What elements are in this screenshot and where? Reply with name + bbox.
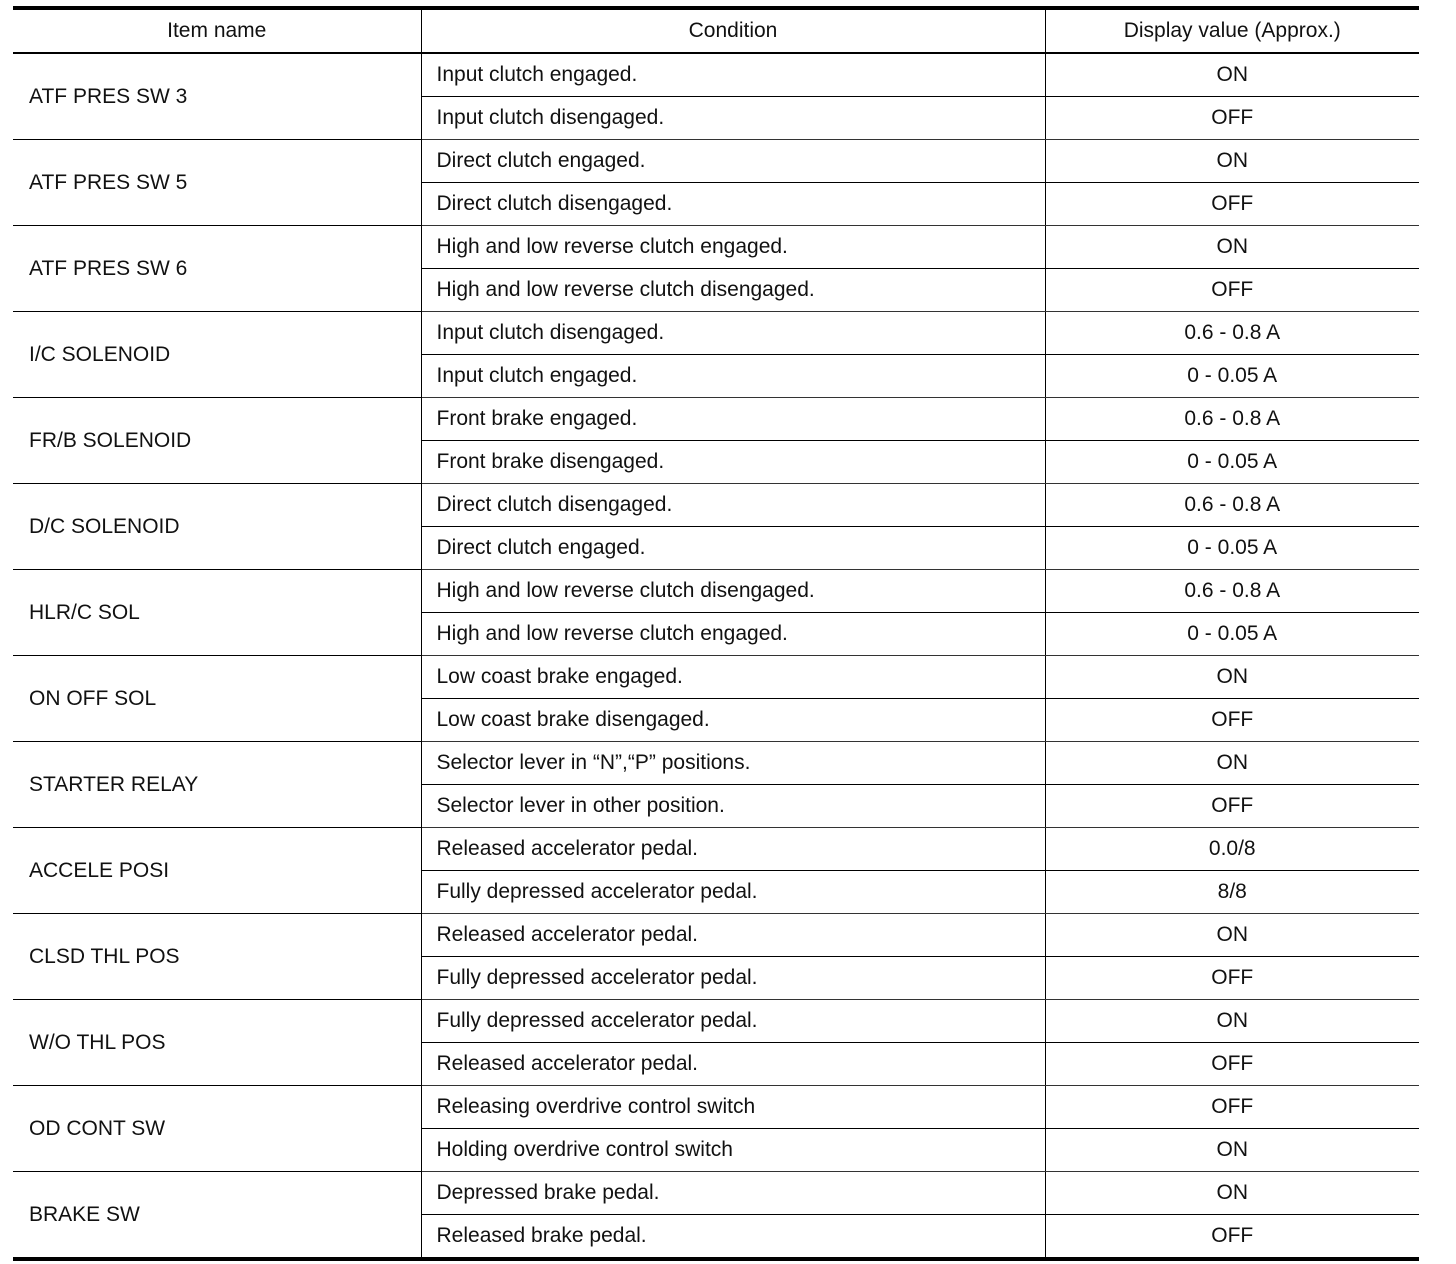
item-name-cell: D/C SOLENOID xyxy=(13,484,421,570)
condition-cell: Front brake engaged. xyxy=(421,398,1045,441)
display-value-cell: OFF xyxy=(1045,957,1419,1000)
header-row xyxy=(13,8,1419,53)
condition-cell: High and low reverse clutch disengaged. xyxy=(421,570,1045,613)
table-row xyxy=(13,656,1419,699)
display-value-cell: 0.6 - 0.8 A xyxy=(1045,484,1419,527)
display-value-cell: OFF xyxy=(1045,1043,1419,1086)
condition-cell: Input clutch disengaged. xyxy=(421,312,1045,355)
condition-cell: Fully depressed accelerator pedal. xyxy=(421,957,1045,1000)
item-name-cell: BRAKE SW xyxy=(13,1172,421,1260)
display-value-cell: 0.6 - 0.8 A xyxy=(1045,312,1419,355)
condition-cell: Direct clutch engaged. xyxy=(421,527,1045,570)
item-name-cell: STARTER RELAY xyxy=(13,742,421,828)
condition-cell: Direct clutch disengaged. xyxy=(421,484,1045,527)
table-row xyxy=(13,484,1419,527)
condition-cell: Released accelerator pedal. xyxy=(421,828,1045,871)
display-value-cell: 0 - 0.05 A xyxy=(1045,613,1419,656)
item-name-cell: CLSD THL POS xyxy=(13,914,421,1000)
condition-cell: Released brake pedal. xyxy=(421,1215,1045,1260)
display-value-cell: ON xyxy=(1045,140,1419,183)
display-value-cell: ON xyxy=(1045,914,1419,957)
table-row xyxy=(13,226,1419,269)
condition-cell: Released accelerator pedal. xyxy=(421,1043,1045,1086)
condition-cell: High and low reverse clutch disengaged. xyxy=(421,269,1045,312)
table-row xyxy=(13,1000,1419,1043)
item-name-cell: ACCELE POSI xyxy=(13,828,421,914)
condition-cell: Front brake disengaged. xyxy=(421,441,1045,484)
data-monitor-table xyxy=(13,6,1419,1261)
display-value-cell: OFF xyxy=(1045,97,1419,140)
condition-cell: Input clutch engaged. xyxy=(421,53,1045,97)
condition-cell: Low coast brake disengaged. xyxy=(421,699,1045,742)
display-value-cell: OFF xyxy=(1045,1086,1419,1129)
condition-cell: Selector lever in “N”,“P” positions. xyxy=(421,742,1045,785)
condition-cell: Direct clutch disengaged. xyxy=(421,183,1045,226)
item-name-cell: OD CONT SW xyxy=(13,1086,421,1172)
display-value-cell: 0.0/8 xyxy=(1045,828,1419,871)
table-row xyxy=(13,398,1419,441)
condition-cell: Releasing overdrive control switch xyxy=(421,1086,1045,1129)
condition-cell: Depressed brake pedal. xyxy=(421,1172,1045,1215)
table-row xyxy=(13,742,1419,785)
item-name-cell: I/C SOLENOID xyxy=(13,312,421,398)
display-value-cell: 8/8 xyxy=(1045,871,1419,914)
condition-cell: Input clutch engaged. xyxy=(421,355,1045,398)
display-value-cell: ON xyxy=(1045,53,1419,97)
display-value-cell: ON xyxy=(1045,1172,1419,1215)
table-row xyxy=(13,1086,1419,1129)
header-item-name: Item name xyxy=(13,8,421,53)
display-value-cell: ON xyxy=(1045,1129,1419,1172)
table-row xyxy=(13,53,1419,97)
condition-cell: Holding overdrive control switch xyxy=(421,1129,1045,1172)
header-condition: Condition xyxy=(421,8,1045,53)
display-value-cell: OFF xyxy=(1045,269,1419,312)
condition-cell: High and low reverse clutch engaged. xyxy=(421,613,1045,656)
table-row xyxy=(13,914,1419,957)
item-name-cell: ATF PRES SW 6 xyxy=(13,226,421,312)
condition-cell: Input clutch disengaged. xyxy=(421,97,1045,140)
display-value-cell: OFF xyxy=(1045,785,1419,828)
display-value-cell: 0.6 - 0.8 A xyxy=(1045,570,1419,613)
item-name-cell: ATF PRES SW 3 xyxy=(13,53,421,140)
item-name-cell: ATF PRES SW 5 xyxy=(13,140,421,226)
display-value-cell: 0 - 0.05 A xyxy=(1045,441,1419,484)
item-name-cell: ON OFF SOL xyxy=(13,656,421,742)
table-body xyxy=(13,53,1419,1259)
display-value-cell: OFF xyxy=(1045,699,1419,742)
display-value-cell: 0 - 0.05 A xyxy=(1045,527,1419,570)
condition-cell: Selector lever in other position. xyxy=(421,785,1045,828)
condition-cell: High and low reverse clutch engaged. xyxy=(421,226,1045,269)
table-row xyxy=(13,140,1419,183)
display-value-cell: OFF xyxy=(1045,1215,1419,1260)
header-display-value: Display value (Approx.) xyxy=(1045,8,1419,53)
display-value-cell: ON xyxy=(1045,226,1419,269)
display-value-cell: OFF xyxy=(1045,183,1419,226)
table-row xyxy=(13,312,1419,355)
display-value-cell: 0 - 0.05 A xyxy=(1045,355,1419,398)
display-value-cell: 0.6 - 0.8 A xyxy=(1045,398,1419,441)
table-row xyxy=(13,570,1419,613)
condition-cell: Released accelerator pedal. xyxy=(421,914,1045,957)
display-value-cell: ON xyxy=(1045,1000,1419,1043)
table-row xyxy=(13,828,1419,871)
condition-cell: Fully depressed accelerator pedal. xyxy=(421,871,1045,914)
condition-cell: Low coast brake engaged. xyxy=(421,656,1045,699)
item-name-cell: FR/B SOLENOID xyxy=(13,398,421,484)
item-name-cell: W/O THL POS xyxy=(13,1000,421,1086)
display-value-cell: ON xyxy=(1045,742,1419,785)
table-row xyxy=(13,1172,1419,1215)
item-name-cell: HLR/C SOL xyxy=(13,570,421,656)
table-header xyxy=(13,8,1419,53)
condition-cell: Fully depressed accelerator pedal. xyxy=(421,1000,1045,1043)
display-value-cell: ON xyxy=(1045,656,1419,699)
condition-cell: Direct clutch engaged. xyxy=(421,140,1045,183)
